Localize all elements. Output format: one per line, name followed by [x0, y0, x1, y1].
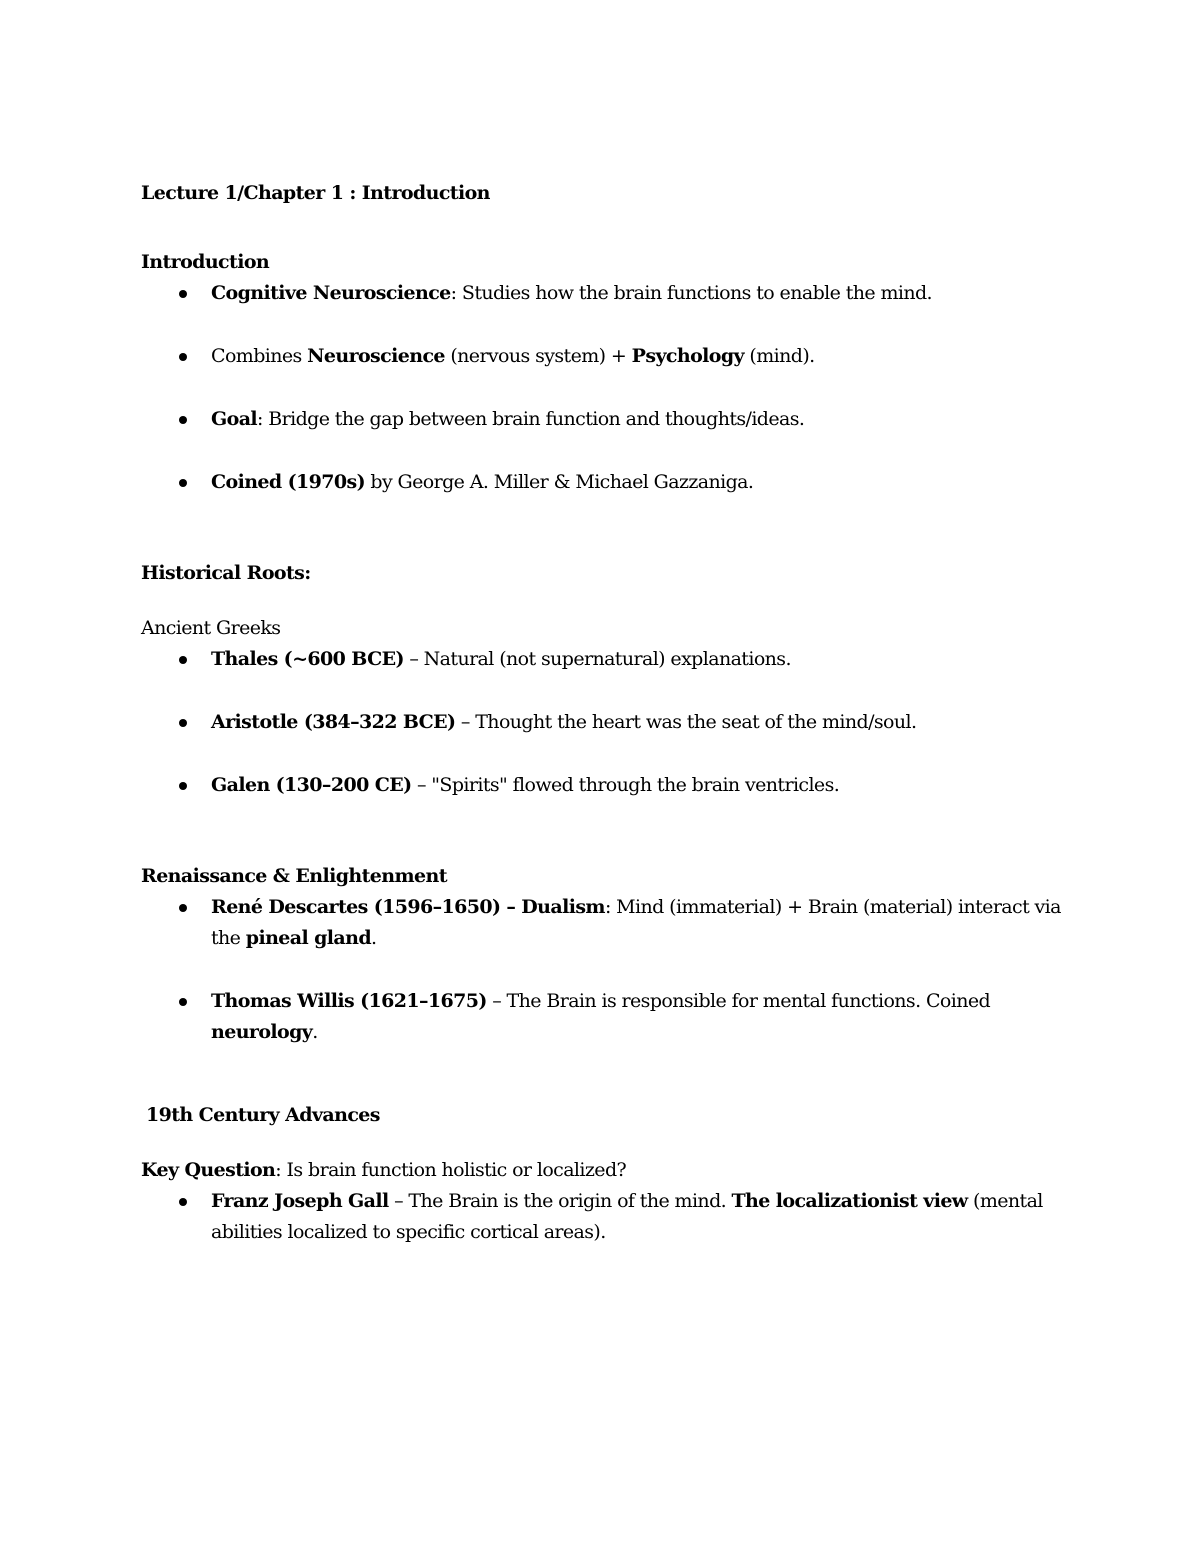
section-heading-introduction: Introduction	[141, 251, 270, 273]
list-item	[141, 707, 1061, 738]
subheading-ancient-greeks: Ancient Greeks	[141, 617, 281, 639]
item-text: : Studies how the brain functions to enable the mind.	[450, 282, 932, 304]
item-text: (mind).	[743, 345, 815, 367]
item-text: Combines	[211, 345, 308, 367]
term-bold: Psychology	[631, 345, 744, 367]
bullet-icon	[179, 719, 187, 727]
term-bold: neurology	[211, 1021, 313, 1043]
item-text: .	[312, 1021, 318, 1043]
term-bold: pineal gland	[245, 927, 372, 949]
key-question	[141, 1155, 1061, 1186]
nineteenth-list	[141, 1186, 1061, 1248]
section-heading-historical-roots: Historical Roots:	[141, 562, 311, 584]
bullet-icon	[179, 656, 187, 664]
bullet-icon	[179, 416, 187, 424]
term-bold: René Descartes (1596–1650) – Dualism	[211, 896, 605, 918]
term-bold: Aristotle (384–322 BCE)	[211, 711, 456, 733]
bullet-icon	[179, 904, 187, 912]
list-item	[141, 1186, 1061, 1248]
key-question-text: : Is brain function holistic or localized?	[275, 1159, 627, 1181]
bullet-icon	[179, 1198, 187, 1206]
section-heading-renaissance: Renaissance & Enlightenment	[141, 865, 447, 887]
term-bold: Franz Joseph Gall	[211, 1190, 389, 1212]
item-text: (nervous system) +	[444, 345, 632, 367]
historical-list	[141, 644, 1061, 801]
item-text: .	[371, 927, 377, 949]
item-text: – Thought the heart was the seat of the mind/soul.	[455, 711, 917, 733]
term-bold: Cognitive Neuroscience	[211, 282, 451, 304]
bullet-icon	[179, 290, 187, 298]
term-bold: Coined (1970s)	[211, 471, 365, 493]
item-text: by George A. Miller & Michael Gazzaniga.	[364, 471, 754, 493]
term-bold: The localizationist view	[731, 1190, 968, 1212]
intro-list	[141, 278, 1061, 498]
term-bold: Neuroscience	[307, 345, 445, 367]
list-item	[141, 341, 1061, 372]
term-bold: Galen (130–200 CE)	[211, 774, 412, 796]
list-item	[141, 467, 1061, 498]
list-item	[141, 644, 1061, 675]
list-item	[141, 404, 1061, 435]
list-item	[141, 892, 1061, 954]
item-text: – Natural (not supernatural) explanations.	[403, 648, 791, 670]
bullet-icon	[179, 479, 187, 487]
term-bold: Goal	[211, 408, 258, 430]
term-bold: Thales (~600 BCE)	[211, 648, 404, 670]
key-question-label: Key Question	[141, 1159, 276, 1181]
bullet-icon	[179, 998, 187, 1006]
renaissance-list	[141, 892, 1061, 1048]
section-heading-19th-century: 19th Century Advances	[146, 1104, 380, 1126]
bullet-icon	[179, 353, 187, 361]
document-title: Lecture 1/Chapter 1 : Introduction	[141, 182, 490, 204]
item-text: – The Brain is responsible for mental functions. Coined	[486, 990, 991, 1012]
item-text: : Mind (immaterial) + Brain (material) interact via the	[211, 896, 1061, 949]
item-text: – "Spirits" flowed through the brain ventricles.	[411, 774, 840, 796]
term-bold: Thomas Willis (1621–1675)	[211, 990, 487, 1012]
bullet-icon	[179, 782, 187, 790]
document-body	[141, 178, 1061, 1248]
item-text: – The Brain is the origin of the mind.	[388, 1190, 732, 1212]
list-item	[141, 278, 1061, 309]
list-item	[141, 770, 1061, 801]
item-text: (mental abilities localized to specific cortical areas).	[211, 1190, 1043, 1243]
item-text: : Bridge the gap between brain function and thoughts/ideas.	[257, 408, 805, 430]
list-item	[141, 986, 1061, 1048]
